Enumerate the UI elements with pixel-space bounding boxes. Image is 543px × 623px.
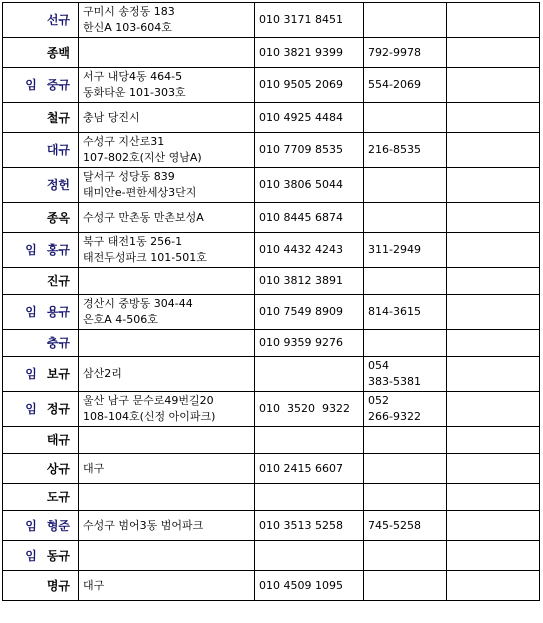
address-cell <box>79 233 255 268</box>
address-line: 은호A 4-506호 <box>83 313 158 326</box>
phone-cell <box>364 392 447 427</box>
address-cell <box>79 484 255 511</box>
name-prefix: 임 <box>25 402 37 416</box>
mobile-cell: 010 9505 2069 <box>255 68 364 103</box>
table-row <box>3 68 540 103</box>
empty-cell <box>447 541 540 571</box>
mobile-cell: 010 4509 1095 <box>255 571 364 601</box>
table-row <box>3 3 540 38</box>
address-cell <box>79 68 255 103</box>
empty-cell <box>447 103 540 133</box>
contact-table-body <box>3 3 540 601</box>
phone-line: 052 <box>368 394 389 407</box>
name-cell <box>3 168 79 203</box>
phone-cell <box>364 68 447 103</box>
table-row <box>3 133 540 168</box>
phone-line: 745-5258 <box>368 518 421 532</box>
table-row <box>3 295 540 330</box>
empty-cell <box>447 484 540 511</box>
address-line: 대구 <box>83 578 105 592</box>
name-cell <box>3 3 79 38</box>
phone-cell <box>364 168 447 203</box>
mobile-cell: 010 2415 6607 <box>255 454 364 484</box>
mobile-cell: 010 7709 8535 <box>255 133 364 168</box>
table-row <box>3 38 540 68</box>
name-cell <box>3 511 79 541</box>
empty-cell <box>447 511 540 541</box>
mobile-cell: 010 3821 9399 <box>255 38 364 68</box>
address-line: 대구 <box>83 461 105 475</box>
mobile-cell: 010 9359 9276 <box>255 330 364 357</box>
mobile-cell: 010 7549 8909 <box>255 295 364 330</box>
table-row <box>3 511 540 541</box>
name-cell <box>3 233 79 268</box>
address-line: 구미시 송정동 183 <box>83 5 175 18</box>
address-cell <box>79 38 255 68</box>
name-cell <box>3 484 79 511</box>
contact-table <box>2 2 540 601</box>
mobile-cell: 010 3513 5258 <box>255 511 364 541</box>
mobile-cell: 010 4432 4243 <box>255 233 364 268</box>
address-cell <box>79 571 255 601</box>
phone-line: 054 <box>368 359 389 372</box>
person-name: 철규 <box>46 110 70 125</box>
address-line: 서구 내당4동 464-5 <box>83 70 183 83</box>
person-name: 상규 <box>46 461 70 476</box>
empty-cell <box>447 268 540 295</box>
table-row <box>3 203 540 233</box>
table-row <box>3 454 540 484</box>
person-name: 선규 <box>46 13 70 27</box>
name-prefix: 임 <box>25 305 37 319</box>
mobile-cell: 010 3520 9322 <box>255 392 364 427</box>
phone-cell <box>364 268 447 295</box>
address-line: 태미안e-편한세상3단지 <box>83 186 197 199</box>
address-line: 북구 태전1동 256-1 <box>83 235 183 248</box>
name-cell <box>3 571 79 601</box>
address-cell <box>79 133 255 168</box>
empty-cell <box>447 3 540 38</box>
address-cell <box>79 454 255 484</box>
address-line: 울산 남구 문수로49번길20 <box>83 394 214 407</box>
mobile-cell: 010 3812 3891 <box>255 268 364 295</box>
phone-cell <box>364 233 447 268</box>
phone-cell <box>364 133 447 168</box>
address-cell <box>79 392 255 427</box>
mobile-cell: 010 3171 8451 <box>255 3 364 38</box>
name-prefix: 임 <box>25 548 37 563</box>
phone-line: 383-5381 <box>368 375 421 388</box>
empty-cell <box>447 203 540 233</box>
phone-line: 792-9978 <box>368 45 421 59</box>
phone-cell <box>364 3 447 38</box>
person-name: 동규 <box>46 548 70 563</box>
name-cell <box>3 541 79 571</box>
phone-cell <box>364 541 447 571</box>
person-name: 태규 <box>46 433 70 447</box>
empty-cell <box>447 38 540 68</box>
address-line: 충남 당진시 <box>83 110 140 124</box>
table-row <box>3 103 540 133</box>
table-row <box>3 392 540 427</box>
phone-cell <box>364 38 447 68</box>
phone-cell <box>364 357 447 392</box>
address-cell <box>79 330 255 357</box>
address-cell <box>79 427 255 454</box>
mobile-cell <box>255 484 364 511</box>
person-name: 진규 <box>46 274 70 288</box>
table-row <box>3 233 540 268</box>
person-name: 용규 <box>46 305 70 319</box>
phone-cell <box>364 484 447 511</box>
name-cell <box>3 330 79 357</box>
address-line: 107-802호(지산 영남A) <box>83 151 202 164</box>
empty-cell <box>447 233 540 268</box>
address-line: 경산시 중방동 304-44 <box>83 297 193 310</box>
phone-cell <box>364 427 447 454</box>
address-cell <box>79 203 255 233</box>
phone-line: 266-9322 <box>368 410 421 423</box>
person-name: 도규 <box>46 490 70 504</box>
address-line: 한신A 103-604호 <box>83 21 172 34</box>
person-name: 종백 <box>46 45 70 60</box>
name-cell <box>3 103 79 133</box>
empty-cell <box>447 133 540 168</box>
name-prefix: 임 <box>25 367 37 381</box>
name-prefix: 임 <box>25 518 37 533</box>
name-cell <box>3 357 79 392</box>
name-cell <box>3 203 79 233</box>
phone-cell <box>364 330 447 357</box>
phone-line: 554-2069 <box>368 78 421 91</box>
mobile-cell <box>255 541 364 571</box>
address-cell <box>79 268 255 295</box>
empty-cell <box>447 454 540 484</box>
name-cell <box>3 68 79 103</box>
person-name: 정규 <box>46 402 70 416</box>
person-name: 대규 <box>46 143 70 157</box>
table-row <box>3 357 540 392</box>
phone-cell <box>364 203 447 233</box>
address-cell <box>79 511 255 541</box>
name-cell <box>3 38 79 68</box>
person-name: 형준 <box>46 518 70 533</box>
address-cell <box>79 168 255 203</box>
person-name: 정헌 <box>46 178 70 192</box>
address-line: 삼산2리 <box>83 367 122 380</box>
empty-cell <box>447 68 540 103</box>
empty-cell <box>447 330 540 357</box>
name-cell <box>3 427 79 454</box>
empty-cell <box>447 392 540 427</box>
phone-cell <box>364 571 447 601</box>
address-cell <box>79 541 255 571</box>
name-cell <box>3 133 79 168</box>
name-prefix: 임 <box>25 78 37 92</box>
table-row <box>3 541 540 571</box>
mobile-cell: 010 8445 6874 <box>255 203 364 233</box>
phone-line: 814-3615 <box>368 305 421 318</box>
mobile-cell: 010 4925 4484 <box>255 103 364 133</box>
empty-cell <box>447 168 540 203</box>
address-cell <box>79 3 255 38</box>
table-row <box>3 330 540 357</box>
person-name: 종옥 <box>46 210 70 225</box>
table-row <box>3 484 540 511</box>
address-line: 수성구 지산로31 <box>83 135 165 148</box>
address-cell <box>79 357 255 392</box>
name-prefix: 임 <box>25 243 37 257</box>
table-row <box>3 571 540 601</box>
person-name: 중규 <box>46 78 70 92</box>
person-name: 보규 <box>46 367 70 381</box>
phone-cell <box>364 511 447 541</box>
mobile-cell <box>255 357 364 392</box>
address-line: 태전두성파크 101-501호 <box>83 251 207 264</box>
address-line: 수성구 범어3동 범어파크 <box>83 518 204 532</box>
table-row <box>3 427 540 454</box>
mobile-cell <box>255 427 364 454</box>
address-cell <box>79 103 255 133</box>
address-line: 수성구 만촌동 만촌보성A <box>83 210 204 224</box>
person-name: 충규 <box>46 336 70 350</box>
mobile-cell: 010 3806 5044 <box>255 168 364 203</box>
address-line: 108-104호(신정 아이파크) <box>83 410 216 423</box>
name-cell <box>3 392 79 427</box>
name-cell <box>3 268 79 295</box>
empty-cell <box>447 571 540 601</box>
address-line: 동화타운 101-303호 <box>83 86 186 99</box>
table-row <box>3 168 540 203</box>
phone-line: 311-2949 <box>368 243 421 256</box>
address-cell <box>79 295 255 330</box>
person-name: 홍규 <box>46 243 70 257</box>
phone-line: 216-8535 <box>368 143 421 156</box>
phone-cell <box>364 295 447 330</box>
empty-cell <box>447 295 540 330</box>
phone-cell <box>364 103 447 133</box>
empty-cell <box>447 357 540 392</box>
phone-cell <box>364 454 447 484</box>
name-cell <box>3 295 79 330</box>
empty-cell <box>447 427 540 454</box>
name-cell <box>3 454 79 484</box>
table-row <box>3 268 540 295</box>
person-name: 명규 <box>46 578 70 593</box>
address-line: 달서구 성당동 839 <box>83 170 175 183</box>
